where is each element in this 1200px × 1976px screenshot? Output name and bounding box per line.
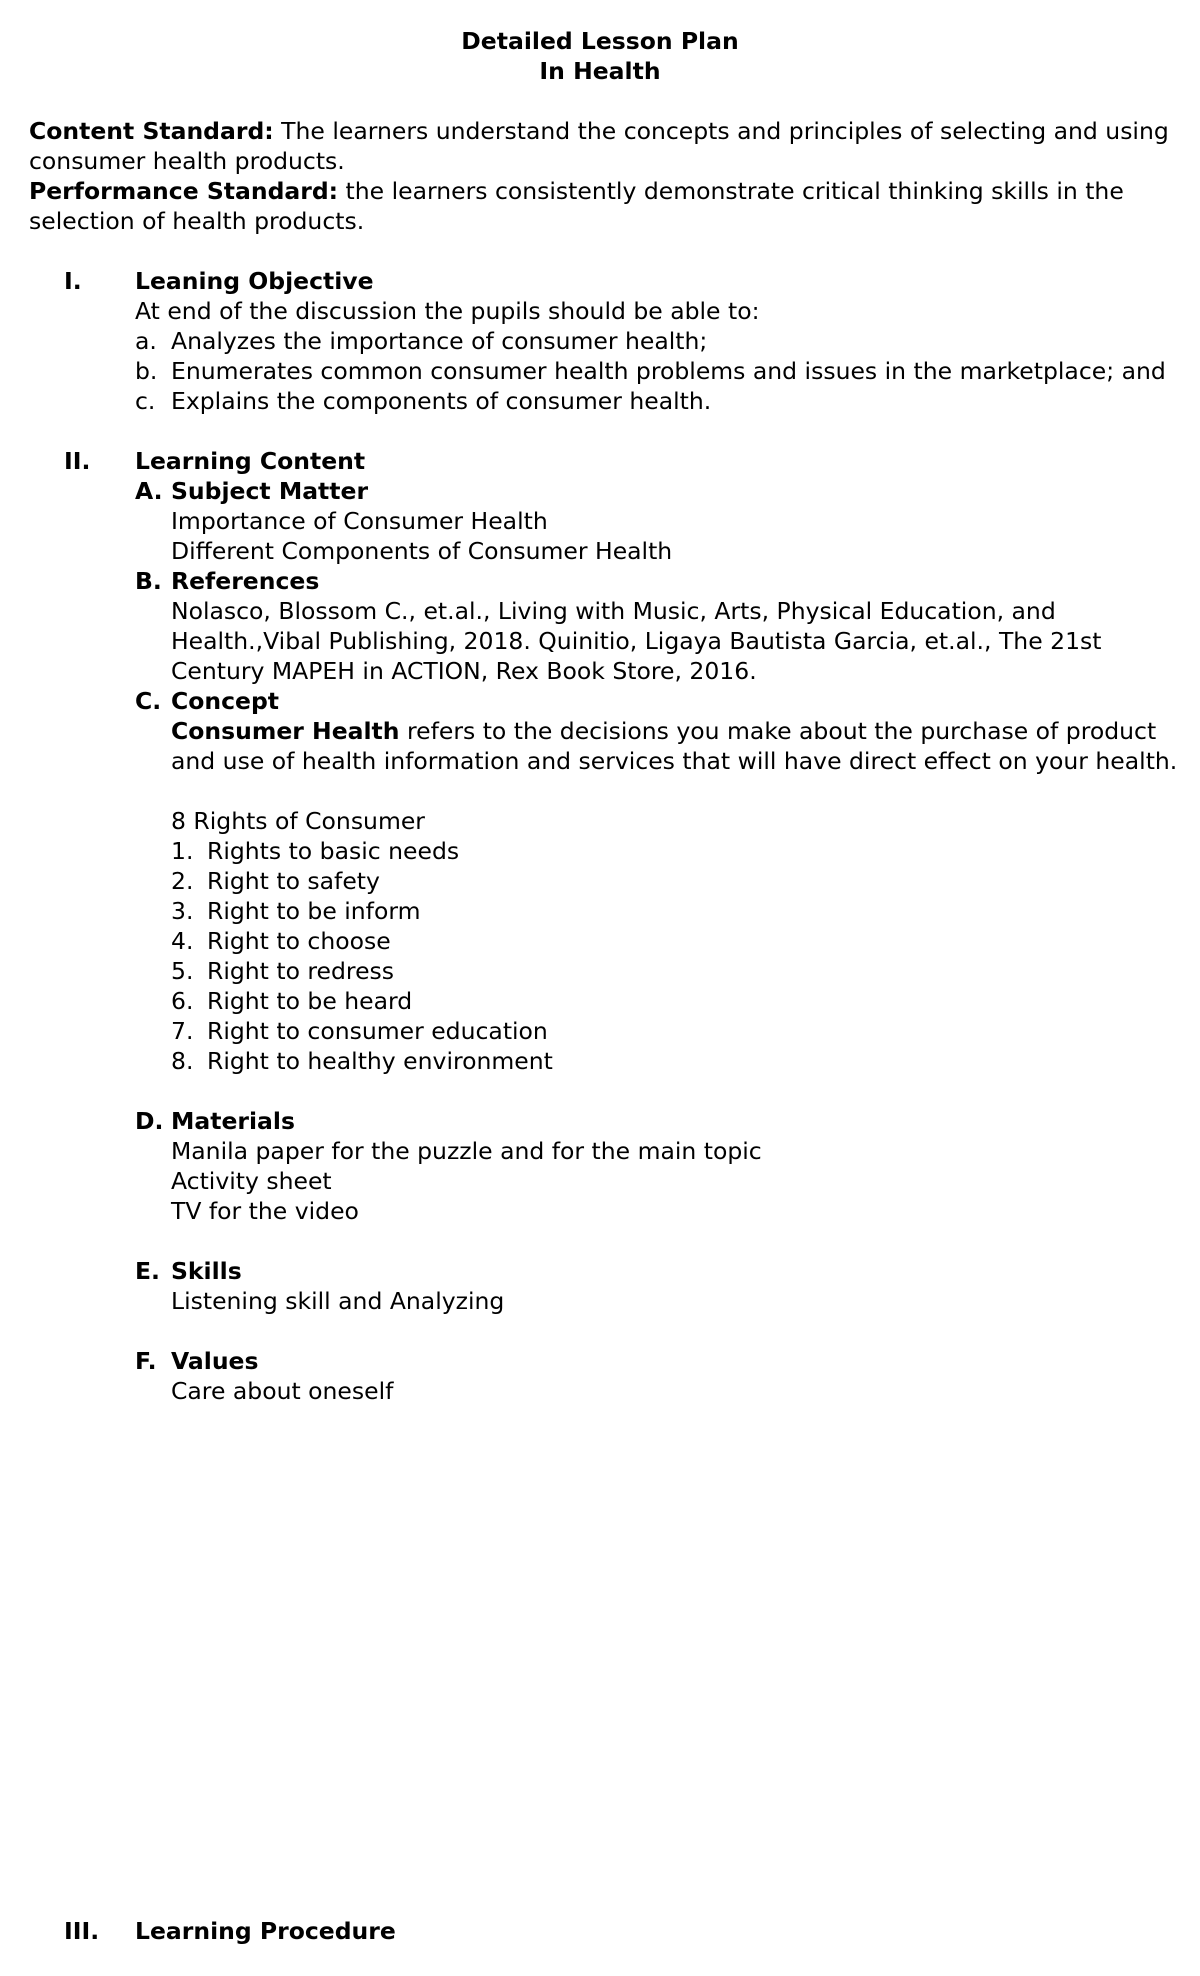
performance-standard-text: the learners consistently demonstrate critical thinking skills in the selection of health products. (29, 177, 1124, 235)
document-title: Detailed Lesson Plan (461, 27, 739, 55)
section-numeral-3: III. (64, 1917, 100, 1945)
objective-intro: At end of the discussion the pupils should be able to: (135, 297, 760, 325)
skills-line: Listening skill and Analyzing (171, 1287, 505, 1315)
right-item: Right to be heard (207, 987, 413, 1015)
right-number: 4. (171, 927, 194, 955)
values-line: Care about oneself (171, 1377, 394, 1405)
right-number: 2. (171, 867, 194, 895)
right-item: Right to safety (207, 867, 380, 895)
subsection-heading-concept: Concept (171, 687, 280, 715)
subject-matter-line: Importance of Consumer Health (171, 507, 548, 535)
section-heading-learning-content: Learning Content (135, 447, 366, 475)
content-standard-label: Content Standard: (29, 117, 274, 145)
section-heading-learning-objective: Leaning Objective (135, 267, 374, 295)
concept-definition (171, 716, 1181, 776)
concept-term: Consumer Health (171, 717, 400, 745)
subject-matter-line: Different Components of Consumer Health (171, 537, 673, 565)
section-heading-learning-procedure: Learning Procedure (135, 1917, 396, 1945)
subsection-marker-a: A. (135, 477, 163, 505)
section-numeral-2: II. (64, 447, 91, 475)
right-item: Right to healthy environment (207, 1047, 553, 1075)
right-item: Right to redress (207, 957, 395, 985)
right-number: 5. (171, 957, 194, 985)
objective-marker: b. (135, 357, 158, 385)
subsection-heading-subject-matter: Subject Matter (171, 477, 369, 505)
materials-line: TV for the video (171, 1197, 359, 1225)
performance-standard (29, 176, 1189, 236)
materials-line: Activity sheet (171, 1167, 332, 1195)
content-standard-text: The learners understand the concepts and principles of selecting and using consumer health products. (29, 117, 1169, 175)
subsection-marker-e: E. (135, 1257, 160, 1285)
objective-item: Enumerates common consumer health problems and issues in the marketplace; and (171, 357, 1166, 385)
subsection-heading-skills: Skills (171, 1257, 242, 1285)
subsection-marker-b: B. (135, 567, 162, 595)
right-number: 8. (171, 1047, 194, 1075)
right-item: Rights to basic needs (207, 837, 460, 865)
right-number: 7. (171, 1017, 194, 1045)
subsection-heading-materials: Materials (171, 1107, 295, 1135)
right-number: 6. (171, 987, 194, 1015)
subsection-marker-f: F. (135, 1347, 157, 1375)
subsection-heading-references: References (171, 567, 320, 595)
objective-item: Explains the components of consumer health. (171, 387, 712, 415)
performance-standard-label: Performance Standard: (29, 177, 339, 205)
objective-marker: c. (135, 387, 156, 415)
right-number: 1. (171, 837, 194, 865)
objective-item: Analyzes the importance of consumer health; (171, 327, 708, 355)
subsection-marker-c: C. (135, 687, 162, 715)
document-subtitle: In Health (539, 57, 661, 85)
section-numeral-1: I. (64, 267, 82, 295)
subsection-heading-values: Values (171, 1347, 259, 1375)
objective-marker: a. (135, 327, 157, 355)
content-standard (29, 116, 1189, 176)
right-item: Right to consumer education (207, 1017, 548, 1045)
references-text: Nolasco, Blossom C., et.al., Living with Music, Arts, Physical Education, and Health.,Vibal Publishing, 2018. Quinitio, Ligaya Bautista Garcia, et.al., The 21st Century MAPEH in ACTION, Rex Book Store, 2016. (171, 597, 1102, 685)
materials-line: Manila paper for the puzzle and for the main topic (171, 1137, 762, 1165)
concept-definition-text: refers to the decisions you make about the purchase of product and use of health information and services that will have direct effect on your health. (171, 717, 1178, 775)
rights-title: 8 Rights of Consumer (171, 807, 425, 835)
right-item: Right to choose (207, 927, 391, 955)
right-number: 3. (171, 897, 194, 925)
right-item: Right to be inform (207, 897, 421, 925)
subsection-marker-d: D. (135, 1107, 164, 1135)
